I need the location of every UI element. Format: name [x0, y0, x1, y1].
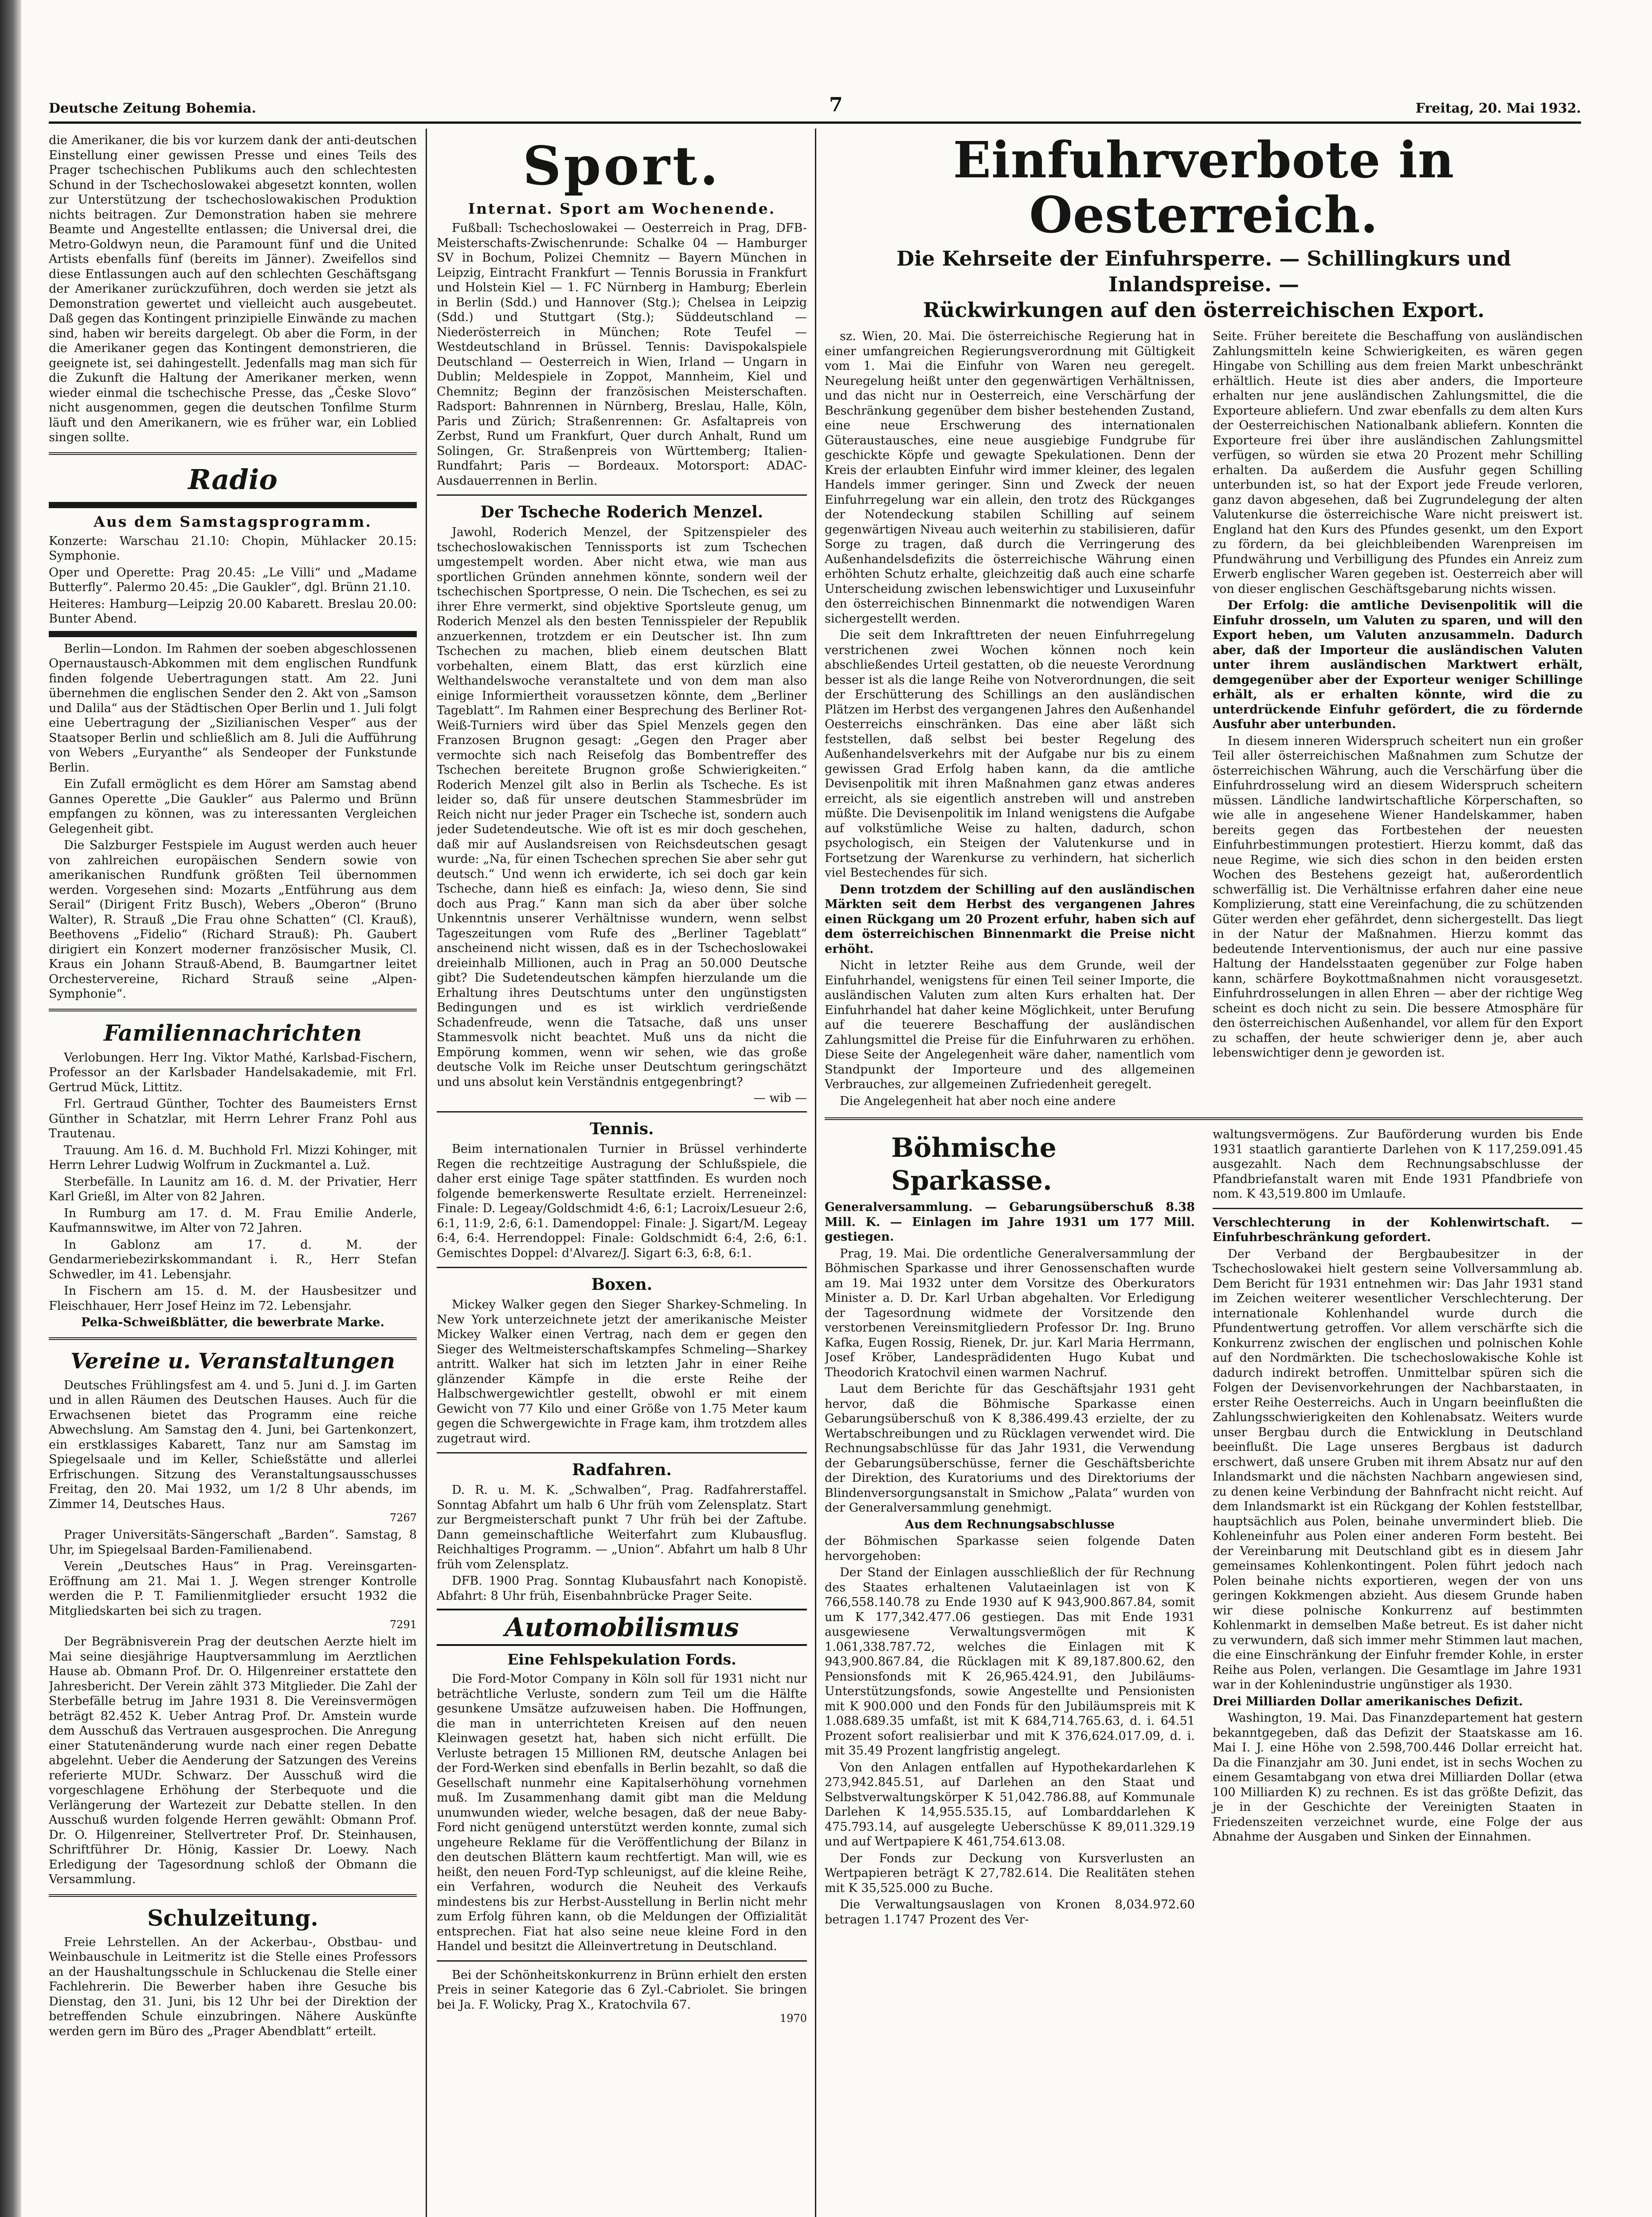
article-paragraph: Die seit dem Inkrafttreten der neuen Einfuhrregelung verstrichenen zwei Wochen können noch kein abschließendes Urteil gestatten, ob die neueste Verordnung besser ist als die lange Reihe von Notverordnungen, die seit der Erschütterung des Schillings an den ausländischen Plätzen im Herbst des vergangenen Jahres den Außenhandel Oesterreichs einschränken. Das eine aber läßt sich feststellen, daß selbst bei bester Regelung des Außenhandelsverkehrs mit der Aufgabe nur bis zu einem gewissen Grad Erfolg haben kann, da die amtliche Devisenpolitik mit ihren Maßnahmen ganz etwas anderes erreicht, als sie eigentlich anstreben will und anstreben müßte. Die Devisenpolitik im Inland wenigstens die Aufgabe auf volkstümliche Weise zu halten, dadurch, schon psychologisch, ein Steigen der Valutenkurse und in Fortsetzung der Warenkurse zu verhindern, hat sicherlich viel Bestechendes für sich.	[825, 628, 1195, 880]
article-paragraph: Der Erfolg: die amtliche Devisenpolitik will die Einfuhr drosseln, um Valuten zu sparen, und will den Export heben, um Valuten anzusammeln. Dadurch aber, daß der Importeur die ausländischen Valuten unter ihrem ausländischen Marktwert erhält, demgegenüber aber der Exporteur weniger Schillinge erhält, als er erhalten könnte, wird die zu unterdrückende Einfuhr gefördert, die zu fördernde Ausfuhr aber unterbunden.	[1213, 599, 1583, 731]
family-entry: Frl. Gertraud Günther, Tochter des Baumeisters Ernst Günther in Schatzlar, mit Herrn Lehrer Franz Pohl aus Trautenau.	[49, 1097, 417, 1140]
sport-heading: Sport.	[522, 135, 721, 197]
radio-subheading: Aus dem Samstagsprogramm.	[94, 513, 372, 530]
event-entry: Der Begräbnisverein Prag der deutschen Aerzte hielt im Mai seine diesjährige Hauptversammlung im Aerztlichen Hause ab. Obmann Prof. Dr. O. Hilgenreiner erstattete den Jahresbericht. Der Verein zählt 373 Mitglieder. Die Zahl der Sterbefälle betrug im Jahre 1931 8. Die Vereinsvermögen beträgt 82.452 K. Ueber Antrag Prof. Dr. Amstein wurde dem Ausschuß das Vertrauen ausgesprochen. Die Anregung einer Statutenänderung wurde nach einer regen Debatte abgelehnt. Ueber die Aenderung der Satzungen des Vereins referierte MUDr. Schwarz. Der Ausschuß wird die vorgeschlagene Erhöhung der Sterbequote und die Verlängerung der Wartezeit zur Debatte stellen. In den Ausschuß wurden folgende Herren gewählt: Obmann Prof. Dr. O. Hilgenreiner, Stellvertreter Prof. Dr. Steinhausen, Schriftführer Dr. Hönig, Kassier Dr. Loewy. Nach Erledigung der Tagesordnung schloß der Obmann die Versammlung.	[49, 1635, 417, 1886]
austria-article-left	[825, 329, 1195, 1110]
page-number: 7	[829, 94, 843, 116]
school-news-text: Freie Lehrstellen. An der Ackerbau-, Obstbau- und Weinbauschule in Leitmeritz ist die Stelle eines Professors an der Haushaltungsschule in Schluckenau die Stelle einer Fachlehrerin. Die Bewerber haben ihre Gesuche bis Dienstag, den 31. Juni, bis 12 Uhr bei der Direktion der betreffenden Schule einzubringen. Nähere Auskünfte werden gern im Büro des „Prager Abendblatt“ erteilt.	[49, 1935, 417, 2038]
radio-note: Ein Zufall ermöglicht es dem Hörer am Samstag abend Gannes Operette „Die Gaukler“ aus Palermo und Brünn empfangen zu können, was zu interessanten Vergleichen Gelegenheit gibt.	[49, 777, 417, 836]
section-rule	[437, 494, 807, 496]
austria-article-right	[1213, 329, 1583, 1110]
cycling-text: DFB. 1900 Prag. Sonntag Klubausfahrt nach Konopistě. Abfahrt: 8 Uhr früh, Eisenbahnbrücke Prager Seite.	[437, 1574, 807, 1603]
main-subheadline: Die Kehrseite der Einfuhrsperre. — Schillingkurs und Inlandspreise. —	[896, 247, 1511, 296]
right-column	[825, 133, 1583, 2217]
left-column	[49, 133, 417, 2217]
event-entry: Prager Universitäts-Sängerschaft „Barden“. Samstag, 8 Uhr, im Spiegelsaal Barden-Familienabend.	[49, 1528, 417, 1557]
section-rule	[437, 1267, 807, 1268]
coal-text: Der Verband der Bergbaubesitzer in der Tschechoslowakei hielt gestern seine Vollversammlung ab. Dem Bericht für 1931 entnehmen wir: Das Jahr 1931 stand im Zeichen weiterer wesentlicher Verschlechterung. Der internationale Kohlenhandel wurde durch die Pfundentwertung getroffen. Vor allem verschärfte sich die Konkurrenz zwischen der englischen und polnischen Kohle auf den Nordmärkten. Die tschechoslowakische Kohle ist dadurch indirekt betroffen. Unmittelbar spüren sich die Folgen der Devisenvorkehrungen der Nachbarstaaten, in erster Reihe Oesterreichs. Auch in Ungarn beeinflußten die Zahlungsschwierigkeiten den Kohlenabsatz. Weiters wurde unser Bergbau durch die Entwicklung in Deutschland beeinflußt. Die Lage unseres Bergbaus ist dadurch erschwert, daß unsere Gruben mit ihrem Absatz nur auf den Inlandsmarkt und die nächsten Nachbarn angewiesen sind, zu denen keine Verbindung der Bahnfracht nicht reicht. Auf dem Inlandsmarkt ist ein Rückgang der Kohlen feststellbar, hauptsächlich aus Polen, beinahe unvermindert blieb. Die Kohleneinfuhr aus Polen einer anderen Form besteht. Bei der Vereinbarung mit Deutschland gibt es in diesem Jahr gemeinsames Kohlenkontingent. Polen führt jedoch nach Polen beinahe nichts exportieren, wegen der von uns geringen Kokkmengen abzieht. Aus diesem Grunde haben wir diese polnische Konkurrenz auf bestimmten Kohlenmarkt in demselben Maße betreut. Es ist daher nicht zu verwundern, daß sich immer mehr Stimmen laut machen, die eine Einschränkung der Einfuhr fremder Kohle, in erster Reihe aus Polen, verlangen. Die Gesamtlage im Jahre 1931 war in der Kohlenindustrie ungünstiger als 1930.	[1213, 1247, 1583, 1692]
author-signature: — wib —	[753, 1091, 807, 1105]
page-binding-edge	[0, 0, 21, 2217]
heavy-rule	[49, 502, 417, 508]
sparkasse-subheading: Aus dem Rechnungsabschlusse	[905, 1517, 1115, 1532]
ad-code: 7291	[389, 1618, 417, 1631]
sparkasse-paragraph: Von den Anlagen entfallen auf Hypothekardarlehen K 273,942.845.51, auf Darlehen an den Staat und Selbstverwaltungskörper K 51,042.786.88, auf Kommunale Darlehen K 14,955.535.15, auf Lombarddarlehen K 475.793.14, auf ausgelegte Ueberschüsse K 89,011.329.19 und auf Wertpapiere K 461,754.613.08.	[825, 1760, 1195, 1849]
tennis-text: Beim internationalen Turnier in Brüssel verhinderte Regen die rechtzeitige Austragung der Schlußspiele, die daher erst einige Tage später stattfinden. Es wurden noch folgende bemerkenswerte Resultate erzielt. Herreneinzel: Finale: D. Legeay/Goldschmidt 4:6, 6:1; Lacroix/Lesueur 2:6, 6:1, 11:9, 2:6, 6:1. Damendoppel: Finale: J. Sigart/M. Legeay 6:4, 6:4. Herrendoppel: Finale: Goldschmidt 6:4, 2:6, 6:1. Gemischtes Doppel: d'Alvarez/J. Sigart 6:3, 6:8, 6:1.	[437, 1142, 807, 1260]
film-article-continuation: die Amerikaner, die bis vor kurzem dank der anti-deutschen Einstellung einer gewissen Presse und eines Teils des Prager tschechischen Publikums auch den schlechtesten Schund in der Tschechoslowakei abgesetzt konnten, wollen zur Unterstützung der tschechoslowakischen Produktion nichts beitragen. Zur Demonstration haben sie mehrere Beamte und Angestellte entlassen; die Universal drei, die Metro-Goldwyn neun, die Paramount fünf und die United Artists ebenfalls fünf (bereits im Jänner). Zweifellos sind diese Entlassungen auch auf den schlechten Geschäftsgang der Amerikaner zurückzuführen, doch werden sie jetzt als Demonstration gewertet und vielleicht auch ausgebeutet. Daß gegen das Kontingent prinzipielle Einwände zu machen sind, haben wir bereits dargelegt. Ob aber die Form, in der die Amerikaner gegen das Kontingent demonstrieren, die geeignete ist, sei dahingestellt. Jedenfalls mag man sich für die Zukunft die Haltung der Amerikaner merken, wenn wieder einmal die tschechische Presse, das „Česke Slovo“ nicht ausgenommen, gegen die deutschen Tonfilme Sturm läuft und den Amerikanern, wie es früher war, ein Loblied singen sollte.	[49, 133, 417, 444]
main-headline: Einfuhrverbote in Oesterreich.	[953, 133, 1455, 244]
cycling-text: D. R. u. M. K. „Schwalben“, Prag. Radfahrerstaffel. Sonntag Abfahrt um halb 6 Uhr früh vom Zelensplatz. Start zur Bergmeisterschaft punkt 7 Uhr früh bei der Zaftube. Dann gemeinschaftliche Weiterfahrt zum Klubausflug. Reichhaltiges Programm. — „Union“. Abfahrt um halb 8 Uhr früh vom Zelensplatz.	[437, 1483, 807, 1571]
section-rule	[437, 1960, 807, 1962]
beauty-contest-notice: Bei der Schönheitskonkurrenz in Brünn erhielt den ersten Preis in seiner Kategorie das 6 Zyl.-Cabriolet. Sie bringen bei Ja. F. Wolicky, Prag X., Kratochvila 67.	[437, 1968, 807, 2012]
deficit-text: Washington, 19. Mai. Das Finanzdepartement hat gestern bekanntgegeben, daß das Defizit der Staatskasse am 16. Mai I. J. eine Höhe von 2.598,700.446 Dollar erreicht hat. Da die Finanzjahr am 30. Juni endet, ist in sechs Wochen zu einem Gesamtabgang von etwa drei Milliarden Dollar (etwa 100 Milliarden K) zu rechnen. Es ist das größte Defizit, das je in der Geschichte der Vereinigten Staaten in Friedenszeiten verzeichnet wurde, eine Folge der aus Abnahme der Ausgaben und Sinken der Einnahmen.	[1213, 1711, 1583, 1844]
heavy-rule	[49, 631, 417, 637]
automobile-heading: Automobilismus	[437, 1609, 807, 1646]
section-rule	[1213, 1208, 1583, 1209]
sparkasse-heading: Böhmische Sparkasse.	[891, 1132, 1057, 1196]
article-paragraph: sz. Wien, 20. Mai. Die österreichische Regierung hat in einer umfangreichen Regierungsverordnung mit Gültigkeit vom 1. Mai die Einfuhr von Waren neu geregelt. Neuregelung heißt unter den gegenwärtigen Verhältnissen, und das nicht nur in Oesterreich, eine Verschärfung der Beschränkung gegenüber dem bisher bestehenden Zustand, eine neue Erschwerung des internationalen Güteraustausches, eine neue ausgiebige Fundgrube für geschickte Köpfe und gewagte Spekulationen. Denn der Kreis der erlaubten Einfuhr wird immer kleiner, des legalen Handels immer geringer. Sinn und Zweck der neuen Einfuhrregelung war ein allein, den trotz des Rückganges der Notendeckung stabilen Schilling auf seinem gegenwärtigen Niveau auch weiterhin zu stabilisieren, dafür Sorge zu tragen, daß durch die Verringerung des Außenhandelsdefizits die österreichische Währung einen erhöhten Schutz erhalte, gleichzeitig daß auch eine scharfe Unterscheidung zwischen lebenswichtiger und Luxuseinfuhr den österreichischen Binnenmarkt die notwendigen Waren sichergestellt werden.	[825, 329, 1195, 626]
school-news-heading: Schulzeitung.	[147, 1904, 318, 1931]
lower-left	[825, 1127, 1195, 1929]
family-entry: Sterbefälle. In Launitz am 16. d. M. der Privatier, Herr Karl Grießl, im Alter von 82 Jahren.	[49, 1175, 417, 1203]
article-paragraph: In diesem inneren Widerspruch scheitert nun ein großer Teil aller österreichischen Maßnahmen zum Schutze der österreichischen Währung, auch die Verschärfung über die Einfuhrdrosselung wird an diesem Widerspruch scheitern müssen. Ländliche landwirtschaftliche Körperschaften, so wie alle in angesehene Wiener Handelskammer, haben bereits gegen das Fortbestehen der neuesten Einfuhrbestimmungen protestiert. Hierzu kommt, daß das neue Regime, wie sich dies schon in den beiden ersten Wochen des Bestehens gezeigt hat, außerordentlich schwerfällig ist. Die Verhältnisse erfahren daher eine neue Komplizierung, statt eine Vereinfachung, die zu schützenden Güter werden eher gefährdet, denn sichergestellt. Das liegt in der Natur der Maßnahmen. Hierzu kommt das bedeutende Interventionismus, der auch nur eine passive Haltung der Handelsstaaten gegenüber zur Folge haben kann, schärfere Boykottmaßnahmen nicht vorausgesetzt. Einfuhrdrosselungen in allen Ehren — aber der richtige Weg scheint es doch nicht zu sein. Die bessere Atmosphäre für den österreichischen Außenhandel, vor allem für den Export zu schaffen, der heute schwieriger denn je, aber auch lebenswichtiger denn je geworden ist.	[1213, 734, 1583, 1060]
boxing-heading: Boxen.	[591, 1275, 653, 1294]
ford-text: Die Ford-Motor Company in Köln soll für 1931 nicht nur beträchtliche Verluste, sondern zum Teil um die Hälfte gesunkene Umsätze aufzuweisen haben. Die Hoffnungen, die man in unterrichteten Kreisen auf den neuen Kleinwagen gesetzt hat, haben sich nicht erfüllt. Die Verluste betragen 15 Millionen RM, deutsche Anlagen bei der Ford-Werken sind ebenfalls in Berlin bezahlt, so daß die Gesellschaft nunmehr eine Kapitalserhöhung vornehmen muß. Im Zusammenhang damit gibt man die Meldung unumwunden wieder, welche besagen, daß der neue Baby-Ford nicht genügend unterstützt werden konnte, zumal sich ungeheure Reklame für die Veröffentlichung der Bilanz in den deutschen Blättern kaum rechtfertigt. Man will, wie es heißt, den neuen Ford-Typ schleunigst, auf die kleine Reihe, ein Verfahren, wodurch die Neuheit des Verkaufs mindestens bis zur Herbst-Ausstellung in Berlin nicht mehr zum Erfolg führen kann, ob die Meldungen der Offizialität entsprechen. Fiat hat also seine neue kleine Ford in den Handel und besitzt die Alleinvertretung in Deutschland.	[437, 1672, 807, 1953]
issue-date: Freitag, 20. Mai 1932.	[1415, 101, 1581, 116]
sparkasse-paragraph: Die Verwaltungsauslagen von Kronen 8,034.972.60 betragen 1.1747 Prozent des Ver-	[825, 1898, 1195, 1927]
family-entry: Trauung. Am 16. d. M. Buchhold Frl. Mizzi Kohinger, mit Herrn Lehrer Ludwig Wolfrum in Zuckmantel a. Luž.	[49, 1143, 417, 1172]
section-rule	[437, 1452, 807, 1453]
radio-note: Die Salzburger Festspiele im August werden auch heuer von zahlreichen europäischen Sendern sowie von amerikanischen Rundfunk größten Teil übernommen werden. Vorgesehen sind: Mozarts „Entführung aus dem Serail“ (Dirigent Fritz Busch), Webers „Oberon“ (Bruno Walter), R. Strauß „Die Frau ohne Schatten“ (Cl. Krauß), Beethovens „Fidelio“ (Richard Strauß): Ph. Gaubert dirigiert ein Konzert moderner französischer Musik, Cl. Kraus ein Johann Strauß-Abend, B. Baumgartner leitet Orchestervereine, Richard Strauß seine „Alpen-Symphonie“.	[49, 838, 417, 1001]
menzel-text: Jawohl, Roderich Menzel, der Spitzenspieler des tschechoslowakischen Tennissports ist zum Tschechen umgestempelt worden. Aber nicht etwa, wie man aus sportlichen Gründen annehmen könnte, sondern weil der tschechischen Sportpresse, O nein. Die Tschechen, es sei zu ihrer Ehre vermerkt, sind objektive Sportsleute genug, um Roderich Menzel als den besten Tennisspieler der Republik anzuerkennen, trotzdem er ein Deutscher ist. Ihn zum Tschechen zu machen, blieb einem deutschen Blatt vorbehalten, einem Blatt, das erst kürzlich eine Welthandelswoche veranstaltete und von dem man also einige Informiertheit voraussetzen könnte, dem „Berliner Tageblatt“. Im Rahmen einer Besprechung des Berliner Rot-Weiß-Turniers wird über das Spiel Menzels gegen den Franzosen Brugnon gesagt: „Gegen den Prager aber vermochte sich nach Reisefolg das Bombentreffer des Tschechen bereitete Brugnon große Schwierigkeiten.“ Roderich Menzel gilt also in Berlin als Tscheche. Es ist leider so, daß für unsere deutschen Stammesbrüder im Reich nicht nur jeder Prager ein Tscheche ist, sondern auch jeder Sudetendeutsche. Wie oft ist es mir doch geschehen, daß mir auf Auslandsreisen von Reichsdeutschen gesagt wurde: „Na, für einen Tschechen sprechen Sie aber sehr gut deutsch.“ Und wenn ich erwiderte, ich sei doch gar kein Tscheche, dann hieß es einfach: Ja, wieso denn, Sie sind doch aus Prag.“ Kann man sich da aber über solche Unkenntnis unserer Verhältnisse wundern, wenn selbst Tageszeitungen vom Rufe des „Berliner Tageblatt“ anscheinend nicht wissen, daß es in der Tschechoslowakei dreieinhalb Millionen, auch in Prag an 50.000 Deutsche gibt? Die Sudetendeutschen kämpfen hierzulande um die Erhaltung ihres Deutschtums unter den ungünstigsten Bedingungen und es ist wirklich verdrießende Schadenfreude, wenn die Tatsache, daß uns unser Stammesvolk nicht beachtet. Muß uns da nicht die Empörung kommen, wenn wir sehen, wie das große deutsche Volk im Reiche unser Deutschtum geringschätzt und uns absolut kein Verständnis entgegenbringt?	[437, 525, 807, 1089]
article-paragraph: Seite. Früher bereitete die Beschaffung von ausländischen Zahlungsmitteln keine Schwierigkeiten, es wären gegen Hingabe von Schilling aus dem freien Markt unbeschränkt erhältlich. Heute ist dies aber anders, die Importeure erhalten nur jene ausländischen Zahlungsmittel, die die Exporteure abliefern. Und zwar ebenfalls zu dem alten Kurs der Oesterreichischen Nationalbank abliefern. Konnten die Exporteure frei über ihre ausländischen Zahlungsmittel verfügen, so würden sie etwa 20 Prozent mehr Schilling erhalten. Da außerdem die Ausfuhr gegen Schilling unterbunden ist, so hat der Export jede Freude verloren, ganz davon abgesehen, daß bei Zugrundelegung der alten Valutenkurse die österreichische Ware nicht preiswert ist. England hat den Kurs des Pfundes gesenkt, um den Export zu fördern, da bei gleichbleibenden Warenpreisen im Pfundwährung und Verbilligung des Pfundes ein Anreiz zum Erwerb englischer Waren gegeben ist. Oesterreich aber will von dieser englischen Geschäftsgebarung nichts wissen.	[1213, 329, 1583, 596]
main-subheadline: Rückwirkungen auf den österreichischen Export.	[923, 298, 1485, 322]
section-rule	[49, 1009, 417, 1011]
lower-articles	[825, 1127, 1583, 1929]
tennis-heading: Tennis.	[590, 1120, 654, 1138]
sparkasse-paragraph: waltungsvermögens. Zur Bauförderung wurden bis Ende 1931 staatlich garantierte Darlehen von K 117,259.091.45 ausgezahlt. Nach dem Rechnungsabschlusse der Pfandbriefanstalt waren mit Ende 1931 Pfandbriefe von nom. K 43,519.800 im Umlaufe.	[1213, 1128, 1583, 1201]
section-rule	[49, 452, 417, 455]
weekend-sport-text: Fußball: Tschechoslowakei — Oesterreich in Prag, DFB-Meisterschafts-Zwischenrunde: Schalke 04 — Hamburger SV in Bochum, Polizei Chemnitz — Bayern München in Leipzig, Eintracht Frankfurt — Tennis Borussia in Frankfurt und Holstein Kiel — 1. FC Nürnberg in Hamburg; Eberlein in Berlin (Sdd.) und Hannover (Stg.); Chelsea in Leipzig (Sdd.) und Stuttgart (Stg.); Süddeutschland — Niederösterreich in München; Rote Teufel — Westdeutschland in Brüssel. Tennis: Davispokalspiele Deutschland — Oesterreich in Wien, Irland — Ungarn in Dublin; Meldespiele in Zoppot, Mannheim, Kiel und Chemnitz; Beginn der französischen Meisterschaften. Radsport: Bahnrennen in Nürnberg, Breslau, Halle, Köln, Paris und Zürich; Straßenrennen: Gr. Asfaltapreis von Zerbst, Rund um Frankfurt, Quer durch Anhalt, Rund um Solingen, Gr. Straßenpreis von Württemberg; Italien-Rundfahrt; Paris — Bordeaux. Motorsport: ADAC-Ausdauerrennen in Berlin.	[437, 221, 807, 488]
section-rule	[437, 1111, 807, 1112]
radio-heading: Radio	[188, 463, 278, 496]
ad-code: 1970	[779, 2012, 807, 2025]
family-entry: Verlobungen. Herr Ing. Viktor Mathé, Karlsbad-Fischern, Professor an der Karlsbader Handelsakademie, mit Frl. Gertrud Mück, Littitz.	[49, 1050, 417, 1094]
family-entry: In Rumburg am 17. d. M. Frau Emilie Anderle, Kaufmannswitwe, im Alter von 72 Jahren.	[49, 1206, 417, 1235]
section-rule	[49, 1337, 417, 1340]
cycling-heading: Radfahren.	[572, 1461, 672, 1479]
austria-article	[825, 329, 1583, 1110]
sparkasse-paragraph: der Böhmischen Sparkasse seien folgende Daten hervorgehoben:	[825, 1534, 1195, 1563]
events-heading: Vereine u. Veranstaltungen	[70, 1348, 395, 1374]
radio-entry: Oper und Operette: Prag 20.45: „Le Villi“ und „Madame Butterfly“. Palermo 20.45: „Die Gaukler“, dgl. Brünn 21.10.	[49, 565, 417, 594]
advertisement-line: Pelka-Schweißblätter, die bewerbrate Marke.	[81, 1316, 384, 1329]
menzel-heading: Der Tscheche Roderich Menzel.	[480, 503, 763, 521]
event-entry: Verein „Deutsches Haus“ in Prag. Vereinsgarten-Eröffnung am 21. Mai 1. J. Wegen strenger Kontrolle werden die P. T. Familienmitglieder ersucht 1932 die Mitgliedskarten bei sich zu tragen.	[49, 1559, 417, 1618]
boxing-text: Mickey Walker gegen den Sieger Sharkey-Schmeling. In New York unterzeichnete jetzt der amerikanische Meister Mickey Walker einen Vertrag, nach dem er gegen den Sieger des Weltmeisterschaftskampfes Schmeling—Sharkey antritt. Walker hat sich im letzten Jahr in einer Reihe glänzender Kämpfe in die erste Reihe der Halbschwergewichtler gestellt, obwohl er mit einem Gewicht von 77 Kilo und einer Größe von 1.75 Meter kaum gegen die Schwergewichte in Frage kam, ihm trotzdem alles zugetraut wird.	[437, 1298, 807, 1445]
coal-heading: Verschlechterung in der Kohlenwirtschaft. — Einfuhrbeschränkung gefordert.	[1213, 1215, 1583, 1244]
column-divider	[815, 129, 816, 2217]
page-header	[49, 89, 1581, 116]
family-entry: In Gablonz am 17. d. M. der Gendarmeriebezirkskommandant i. R., Herr Stefan Schwedler, im 41. Lebensjahr.	[49, 1238, 417, 1281]
sparkasse-paragraph: Laut dem Berichte für das Geschäftsjahr 1931 geht hervor, daß die Böhmische Sparkasse einen Gebarungsüberschuß von K 8,386.499.43 erzielte, der zu Wertabschreibungen und zu Rücklagen verwendet wird. Die Rechnungsabschlüsse für das Jahr 1931, die Verwendung der Gebarungsüberschüsse, ferner die Geschäftsberichte der Direktion, des Kuratoriums und des Direktoriums der Blindenversorgungsanstalt in Smichow „Palata“ wurden von der Generalversammlung genehmigt.	[825, 1382, 1195, 1515]
family-entry: In Fischern am 15. d. M. der Hausbesitzer und Fleischhauer, Herr Josef Heinz im 72. Lebensjahr.	[49, 1284, 417, 1313]
radio-entry: Heiteres: Hamburg—Leipzig 20.00 Kabarett. Breslau 20.00: Bunter Abend.	[49, 597, 417, 626]
section-rule	[49, 1894, 417, 1897]
sparkasse-paragraph: Prag, 19. Mai. Die ordentliche Generalversammlung der Böhmischen Sparkasse und ihrer Genossenschaften wurde am 19. Mai 1932 unter dem Vorsitze des Oberkurators Minister a. D. Dr. Karl Urban abgehalten. Vor Erledigung der Tagesordnung widmete der Vorsitzende den verstorbenen Vereinsmitgliedern Professor Dr. Ing. Bruno Kafka, Eugen Rossig, Rienek, Dr. jur. Karl Maria Herrmann, Josef Kröber, Landesprädidenten Hugo Kubat und Theodorich Kratochvil einen warmen Nachruf.	[825, 1246, 1195, 1379]
ford-subheading: Eine Fehlspekulation Fords.	[507, 1651, 736, 1668]
sparkasse-paragraph: Der Fonds zur Deckung von Kursverlusten an Wertpapieren beträgt K 27,782.614. Die Realitäten stehen mit K 35,525.000 zu Buche.	[825, 1851, 1195, 1895]
deficit-heading: Drei Milliarden Dollar amerikanisches Defizit.	[1213, 1694, 1523, 1708]
masthead-left: Deutsche Zeitung Bohemia.	[49, 101, 256, 116]
middle-column	[437, 133, 807, 2217]
article-paragraph: Nicht in letzter Reihe aus dem Grunde, weil der Einfuhrhandel, wenigstens für einen Teil seiner Importe, die ausländischen Valuten zum alten Kurs erhalten hat. Der Einfuhrhandel hat daher keine Möglichkeit, unter Berufung auf die teuerere Beschaffung der ausländischen Zahlungsmittel die Preise für die Einfuhrwaren zu erhöhen. Diese Seite der Angelegenheit wäre daher, namentlich vom Standpunkt der Importeure und des allgemeinen Verbrauches, zur allgemeinen Zufriedenheit geregelt.	[825, 959, 1195, 1091]
radio-note: Berlin—London. Im Rahmen der soeben abgeschlossenen Opernaustausch-Abkommen mit dem englischen Rundfunk finden folgende Uebertragungen statt. Am 22. Juni übernehmen die englischen Sender den 2. Akt von „Samson und Dalila“ aus der Städtischen Oper Berlin und 1. Juli folgt eine Uebertragung der „Sizilianischen Vesper“ aus der Staatsoper Berlin und schließlich am 8. Juli die Aufführung von Webers „Euryanthe“ als Sendeoper der Funkstunde Berlin.	[49, 642, 417, 775]
section-rule	[825, 1117, 1583, 1120]
article-paragraph: Die Angelegenheit hat aber noch eine andere	[840, 1094, 1116, 1108]
sparkasse-paragraph: Der Stand der Einlagen ausschließlich der für Rechnung des Staates erhaltenen Valutaeinlagen ist von K 766,558.140.78 zu Ende 1930 auf K 943,900.867.84, somit um K 177,342.477.06 gestiegen. Das mit Ende 1931 ausgewiesene Verwaltungsvermögen mit K 1.061,338.787.72, welches die Einlagen mit K 943,900.867.84, die Rücklagen mit K 89,187.800.62, den Pensionsfonds mit K 26,965.424.91, den Jubiläums-Unterstützungsfonds, sowie Angestellte und Pensionisten mit K 900.000 und den Fonds für den Jubiläumspreis mit K 1.088.689.35 umfaßt, ist mit K 684,714.765.63, d. i. 64.51 Prozent sofort realisierbar und mit K 376,624.017.09, d. i. mit 35.49 Prozent langfristig angelegt.	[825, 1566, 1195, 1758]
column-divider	[426, 129, 427, 2217]
article-paragraph: Denn trotzdem der Schilling auf den ausländischen Märkten seit dem Herbst des vergangenen Jahres einen Rückgang um 20 Prozent erfuhr, haben sich auf dem österreichischen Binnenmarkt die Preise nicht erhöht.	[825, 882, 1195, 956]
lower-right	[1213, 1127, 1583, 1929]
header-rule	[49, 121, 1581, 124]
family-news-heading: Familiennachrichten	[103, 1019, 362, 1046]
event-entry: Deutsches Frühlingsfest am 4. und 5. Juni d. J. im Garten und in allen Räumen des Deutschen Hauses. Auch für die Erwachsenen bietet das Programm eine reiche Abwechslung. Am Samstag den 4. Juni, bei Gartenkonzert, ein erstklassiges Kabarett, Tanz nur am Samstag im Spiegelsaale und im Keller, Schießstätte und allerlei Erfrischungen. Sitzung des Veranstaltungsausschusses Freitag, den 20. Mai 1932, um 1/2 8 Uhr abends, im Zimmer 14, Deutsches Haus.	[49, 1378, 417, 1511]
radio-entry: Konzerte: Warschau 21.10: Chopin, Mühlacker 20.15: Symphonie.	[49, 534, 417, 563]
ad-code: 7267	[389, 1512, 417, 1524]
sparkasse-subhead: Generalversammlung. — Gebarungsüberschuß 8.38 Mill. K. — Einlagen im Jahre 1931 um 177 Mill. gestiegen.	[825, 1200, 1195, 1244]
weekend-sport-heading: Internat. Sport am Wochenende.	[468, 200, 776, 217]
